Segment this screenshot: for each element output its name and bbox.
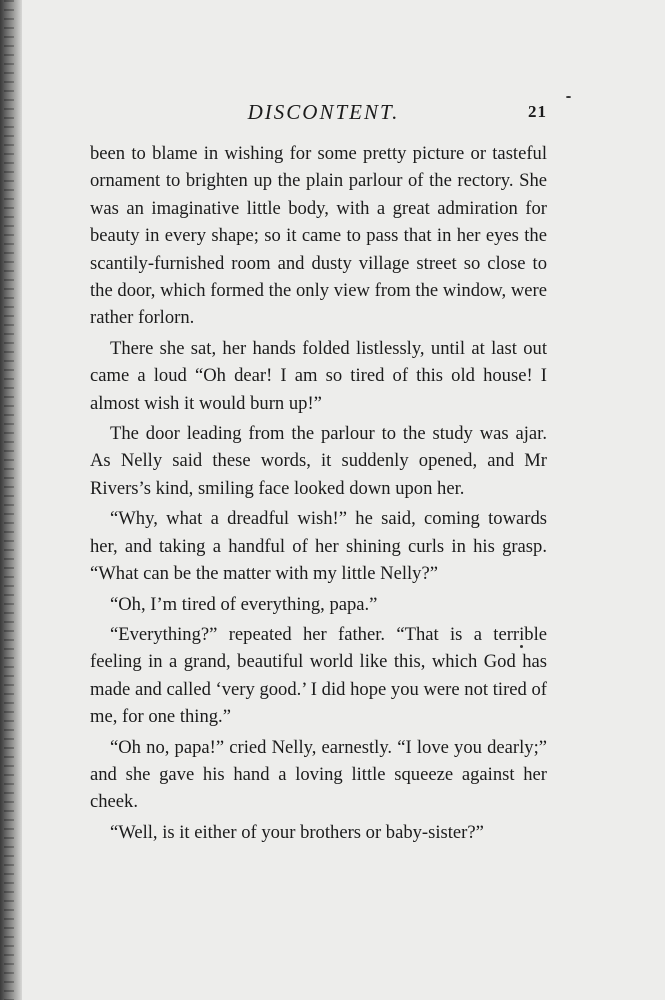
- page-header: [90, 100, 547, 130]
- print-speck: [566, 96, 571, 98]
- paragraph: been to blame in wishing for some pretty picture or tasteful ornament to brighten up the plain parlour of the rectory. She was an imaginative little body, with a great admiration for beauty in every shape; so it came to pass that in her eyes the scantily-furnished room and dusty village street so close to the door, which formed the only view from the window, were rather forlorn.: [90, 143, 547, 329]
- paragraph: “Why, what a dreadful wish!” he said, coming towards her, and taking a handful of her shining curls in his grasp. “What can be the matter with my little Nelly?”: [90, 508, 547, 585]
- paragraph: “Oh, I’m tired of everything, papa.”: [110, 593, 378, 615]
- page-number: 21: [528, 102, 547, 121]
- paragraph: “Well, is it either of your brothers or baby-sister?”: [110, 821, 484, 843]
- paragraph: There she sat, her hands folded listlessly, until at last out came a loud “Oh dear! I am so tired of this old house! I almost wish it would burn up!”: [90, 337, 547, 414]
- binding-texture: [4, 0, 14, 1000]
- paragraph: “Oh no, papa!” cried Nelly, earnestly. “I love you dearly;” and she gave his hand a loving little squeeze against her cheek.: [90, 736, 547, 813]
- page-binding-edge: [0, 0, 22, 1000]
- paragraph: The door leading from the parlour to the study was ajar. As Nelly said these words, it suddenly opened, and Mr Rivers’s kind, smiling face looked down upon her.: [90, 423, 547, 499]
- body-text: [90, 140, 547, 846]
- paragraph: “Everything?” repeated her father. “That is a terrible feeling in a grand, beautiful world like this, which God has made and called ‘very good.’ I did hope you were not tired of me, for one thing.”: [90, 623, 547, 728]
- print-speck: [520, 645, 523, 648]
- running-title: DISCONTENT.: [247, 100, 400, 124]
